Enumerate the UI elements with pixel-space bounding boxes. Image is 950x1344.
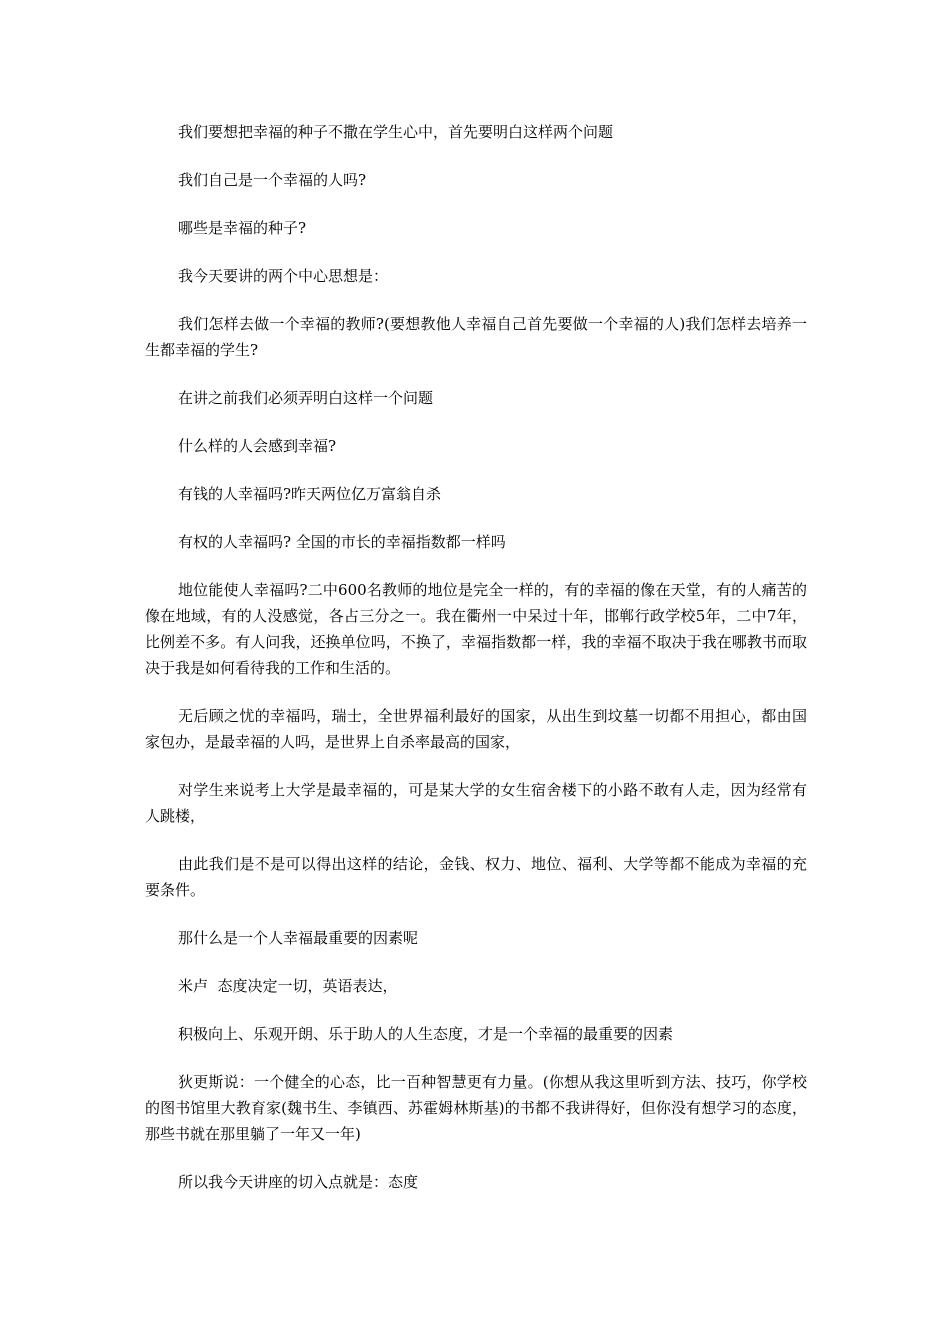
paragraph: 我今天要讲的两个中心思想是： xyxy=(178,267,389,285)
paragraph: 在讲之前我们必须弄明白这样一个问题 xyxy=(178,389,434,407)
paragraph: 积极向上、乐观开朗、乐于助人的人生态度，才是一个幸福的最重要的因素 xyxy=(178,1025,674,1043)
paragraph: 那什么是一个人幸福最重要的因素呢 xyxy=(178,929,419,947)
paragraph: 哪些是幸福的种子? xyxy=(178,219,307,237)
paragraph: 有权的人幸福吗? 全国的市长的幸福指数都一样吗 xyxy=(178,533,506,551)
paragraph: 狄更斯说：一个健全的心态，比一百种智慧更有力量。(你想从我这里听到方法、技巧，你学校的图书馆里大教育家(魏书生、李镇西、苏霍姆林斯基)的书都不我讲得好，但你没有想学习的态度，那些书就在那里躺了一年又一年) xyxy=(145,1073,807,1143)
paragraph: 我们怎样去做一个幸福的教师?(要想教他人幸福自己首先要做一个幸福的人)我们怎样去培养一生都幸福的学生? xyxy=(145,315,807,359)
paragraph: 无后顾之忧的幸福吗，瑞士，全世界福利最好的国家，从出生到坟墓一切都不用担心，都由国家包办，是最幸福的人吗，是世界上自杀率最高的国家， xyxy=(145,707,807,751)
paragraph: 由此我们是不是可以得出这样的结论，金钱、权力、地位、福利、大学等都不能成为幸福的充要条件。 xyxy=(145,855,807,899)
paragraph: 米卢 态度决定一切，英语表达， xyxy=(178,977,398,995)
paragraph: 有钱的人幸福吗?昨天两位亿万富翁自杀 xyxy=(178,485,442,503)
document-body xyxy=(145,119,807,1217)
paragraph: 什么样的人会感到幸福? xyxy=(178,437,337,455)
paragraph: 所以我今天讲座的切入点就是：态度 xyxy=(178,1173,419,1191)
paragraph: 对学生来说考上大学是最幸福的，可是某大学的女生宿舍楼下的小路不敢有人走，因为经常有人跳楼， xyxy=(145,781,807,825)
paragraph: 地位能使人幸福吗?二中600名教师的地位是完全一样的，有的幸福的像在天堂，有的人痛苦的像在地域，有的人没感觉，各占三分之一。我在衢州一中呆过十年，邯郸行政学校5年，二中7年，比例差不多。有人问我，还换单位吗，不换了，幸福指数都一样，我的幸福不取决于我在哪教书而取决于我是如何看待我的工作和生活的。 xyxy=(145,581,807,677)
paragraph: 我们自己是一个幸福的人吗? xyxy=(178,171,367,189)
paragraph: 我们要想把幸福的种子不撒在学生心中，首先要明白这样两个问题 xyxy=(178,123,614,141)
